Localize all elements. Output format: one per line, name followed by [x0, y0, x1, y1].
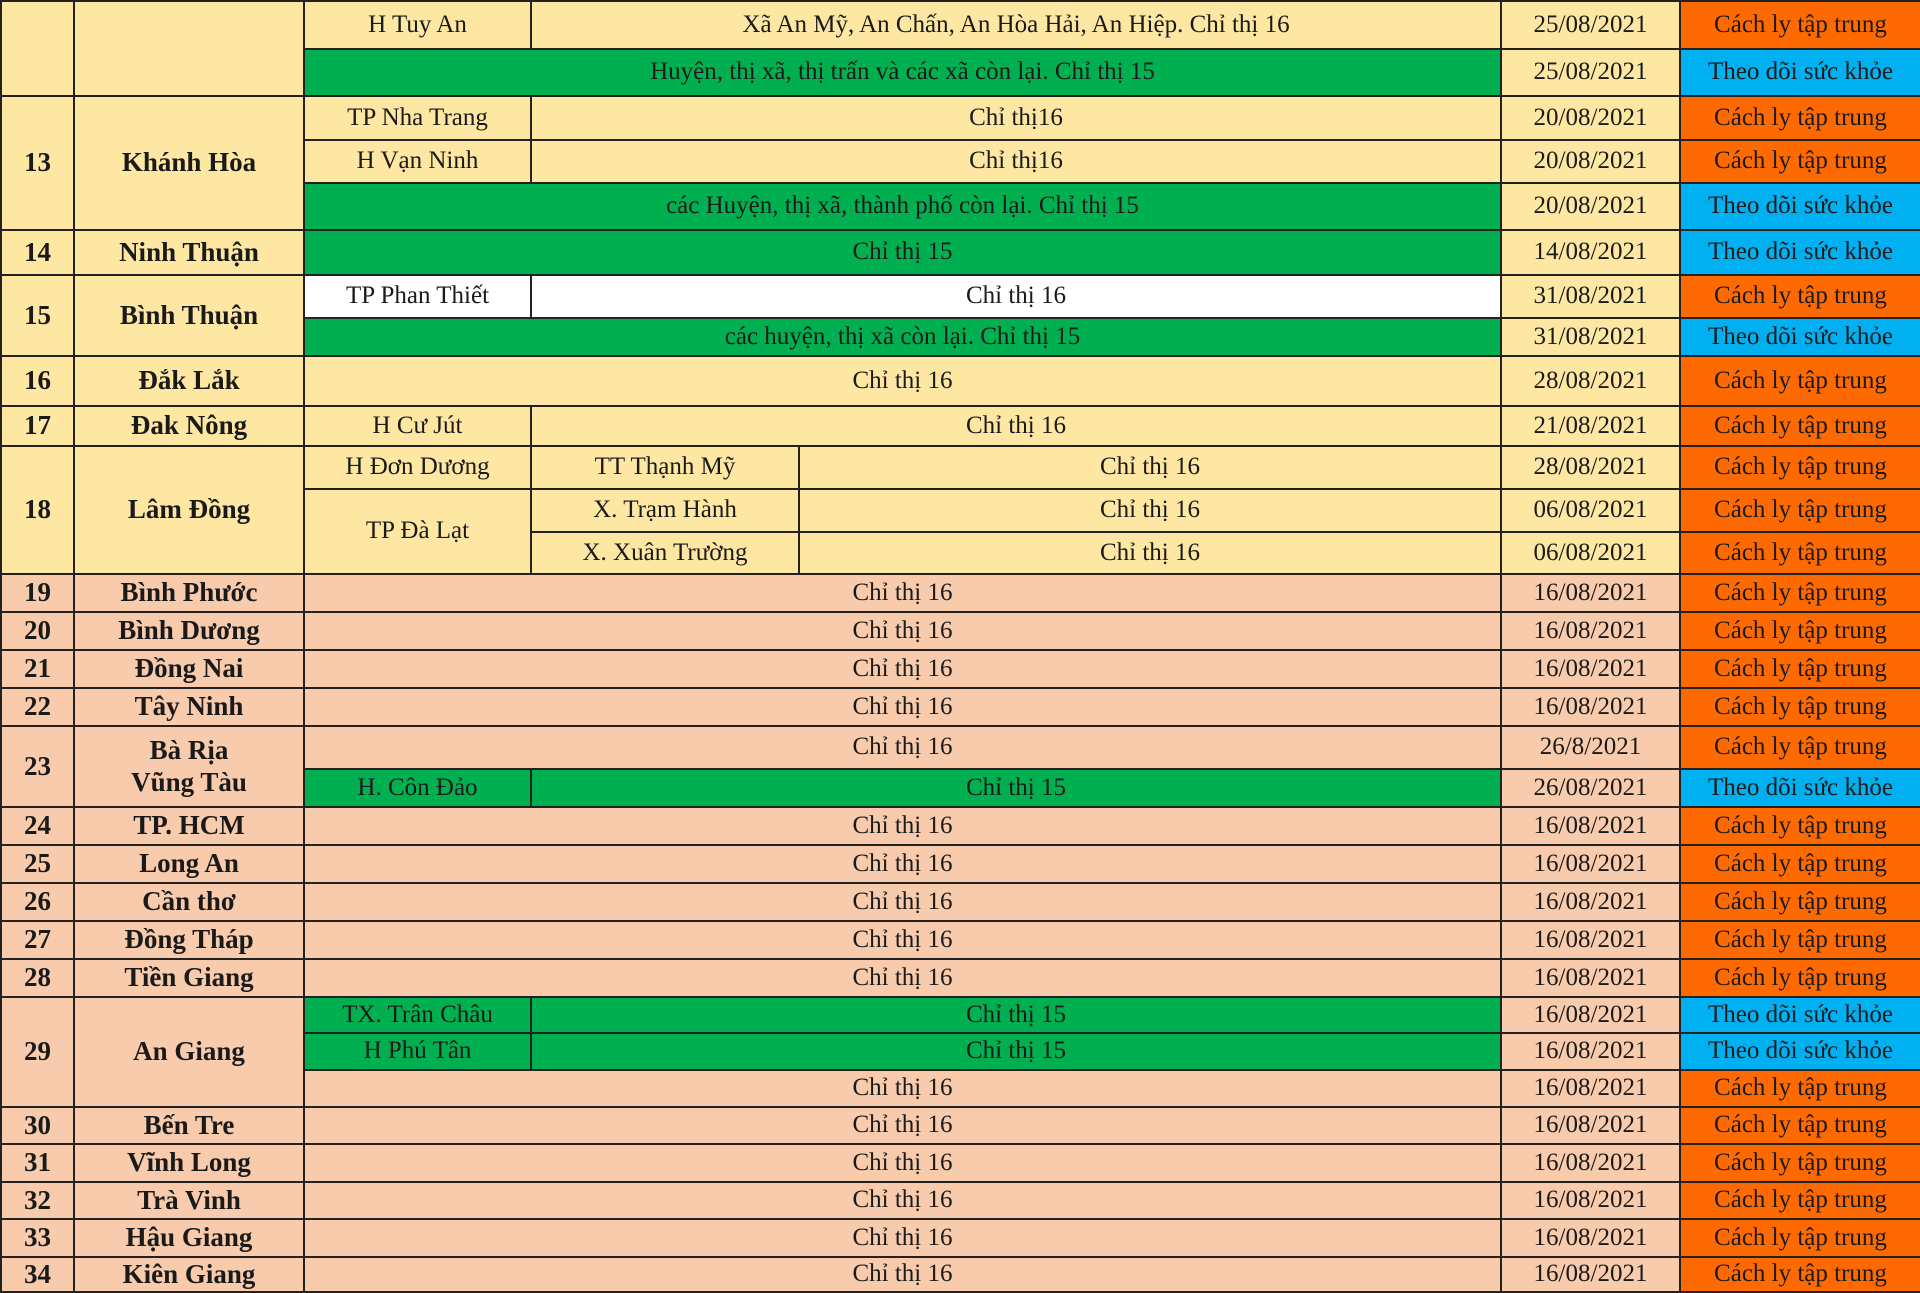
table-cell: Chỉ thị 16 [304, 1144, 1501, 1182]
table-cell: Chỉ thị 15 [531, 1033, 1501, 1070]
table-cell: TP Phan Thiết [304, 275, 531, 318]
province-cell: Đồng Nai [74, 650, 304, 688]
row-number-cell: 25 [1, 845, 74, 883]
province-cell: Bình Dương [74, 612, 304, 650]
table-row [1, 1182, 1920, 1219]
province-cell: Bà Rịa Vũng Tàu [74, 726, 304, 807]
measure-cell: Cách ly tập trung [1680, 650, 1920, 688]
table-cell: H Tuy An [304, 1, 531, 49]
table-cell: X. Xuân Trường [531, 532, 799, 574]
province-cell: Hậu Giang [74, 1219, 304, 1257]
row-number-cell: 32 [1, 1182, 74, 1219]
measure-cell: Cách ly tập trung [1680, 883, 1920, 921]
table-row [1, 612, 1920, 650]
measure-cell: Cách ly tập trung [1680, 807, 1920, 845]
row-number-cell [1, 1, 74, 96]
date-cell: 16/08/2021 [1501, 959, 1680, 997]
date-cell: 16/08/2021 [1501, 883, 1680, 921]
measure-cell: Cách ly tập trung [1680, 726, 1920, 769]
table-cell: Chỉ thị 16 [304, 726, 1501, 769]
date-cell: 16/08/2021 [1501, 688, 1680, 726]
measure-cell: Cách ly tập trung [1680, 921, 1920, 959]
table-cell: Chỉ thị 16 [304, 1182, 1501, 1219]
table-cell: Chỉ thị 16 [304, 959, 1501, 997]
province-cell: Bình Phước [74, 574, 304, 612]
date-cell: 20/08/2021 [1501, 140, 1680, 183]
date-cell: 06/08/2021 [1501, 532, 1680, 574]
row-number-cell: 30 [1, 1107, 74, 1144]
table-row [1, 574, 1920, 612]
row-number-cell: 17 [1, 406, 74, 446]
province-cell: Đắk Lắk [74, 356, 304, 406]
row-number-cell: 29 [1, 997, 74, 1107]
table-row [1, 688, 1920, 726]
date-cell: 20/08/2021 [1501, 183, 1680, 230]
table-cell: Chỉ thị 16 [799, 446, 1501, 489]
measure-cell: Cách ly tập trung [1680, 1144, 1920, 1182]
measure-cell: Theo dõi sức khỏe [1680, 318, 1920, 356]
province-cell: An Giang [74, 997, 304, 1107]
date-cell: 16/08/2021 [1501, 1219, 1680, 1257]
date-cell: 25/08/2021 [1501, 1, 1680, 49]
province-cell: Bình Thuận [74, 275, 304, 356]
table-row [1, 1257, 1920, 1292]
row-number-cell: 21 [1, 650, 74, 688]
date-cell: 16/08/2021 [1501, 650, 1680, 688]
date-cell: 16/08/2021 [1501, 612, 1680, 650]
measure-cell: Cách ly tập trung [1680, 96, 1920, 140]
measure-cell: Cách ly tập trung [1680, 688, 1920, 726]
table-row [1, 406, 1920, 446]
date-cell: 25/08/2021 [1501, 49, 1680, 96]
table-row [1, 1, 1920, 49]
table-cell: TT Thạnh Mỹ [531, 446, 799, 489]
table-row [1, 650, 1920, 688]
measure-cell: Cách ly tập trung [1680, 1070, 1920, 1107]
table-row [1, 230, 1920, 275]
date-cell: 16/08/2021 [1501, 845, 1680, 883]
table-cell: Chỉ thị 16 [304, 1257, 1501, 1292]
table-row [1, 446, 1920, 489]
table-row [1, 356, 1920, 406]
table-row [1, 921, 1920, 959]
measure-cell: Cách ly tập trung [1680, 406, 1920, 446]
date-cell: 26/8/2021 [1501, 726, 1680, 769]
measure-cell: Cách ly tập trung [1680, 959, 1920, 997]
table-cell: Chỉ thị 16 [304, 1107, 1501, 1144]
date-cell: 31/08/2021 [1501, 275, 1680, 318]
table-cell: các Huyện, thị xã, thành phố còn lại. Chỉ thị 15 [304, 183, 1501, 230]
table-cell: Chỉ thị 16 [304, 612, 1501, 650]
province-cell: Ninh Thuận [74, 230, 304, 275]
table-row [1, 883, 1920, 921]
table-cell: TX. Trân Châu [304, 997, 531, 1033]
table-cell: H Đơn Dương [304, 446, 531, 489]
table-row [1, 845, 1920, 883]
province-cell [74, 1, 304, 96]
table-cell: Chỉ thị16 [531, 96, 1501, 140]
measure-cell: Cách ly tập trung [1680, 1182, 1920, 1219]
table-cell: Chỉ thị 15 [531, 997, 1501, 1033]
table-row [1, 1219, 1920, 1257]
date-cell: 16/08/2021 [1501, 574, 1680, 612]
table-cell: X. Trạm Hành [531, 489, 799, 532]
date-cell: 16/08/2021 [1501, 997, 1680, 1033]
province-cell: Tiền Giang [74, 959, 304, 997]
row-number-cell: 33 [1, 1219, 74, 1257]
row-number-cell: 20 [1, 612, 74, 650]
province-cell: Long An [74, 845, 304, 883]
measure-cell: Cách ly tập trung [1680, 446, 1920, 489]
table-cell: Xã An Mỹ, An Chấn, An Hòa Hải, An Hiệp. Chỉ thị 16 [531, 1, 1501, 49]
table-cell: Chỉ thị 16 [304, 688, 1501, 726]
province-cell: Đồng Tháp [74, 921, 304, 959]
row-number-cell: 15 [1, 275, 74, 356]
province-cell: Trà Vinh [74, 1182, 304, 1219]
province-cell: Đak Nông [74, 406, 304, 446]
measure-cell: Cách ly tập trung [1680, 574, 1920, 612]
table-cell: Chỉ thị 16 [304, 1219, 1501, 1257]
row-number-cell: 14 [1, 230, 74, 275]
measure-cell: Cách ly tập trung [1680, 845, 1920, 883]
measure-cell: Theo dõi sức khỏe [1680, 49, 1920, 96]
table-cell: Chỉ thị 16 [799, 532, 1501, 574]
row-number-cell: 13 [1, 96, 74, 230]
measure-cell: Theo dõi sức khỏe [1680, 997, 1920, 1033]
measure-cell: Cách ly tập trung [1680, 356, 1920, 406]
row-number-cell: 22 [1, 688, 74, 726]
measure-cell: Cách ly tập trung [1680, 1257, 1920, 1292]
row-number-cell: 16 [1, 356, 74, 406]
row-number-cell: 23 [1, 726, 74, 807]
table-row [1, 1107, 1920, 1144]
table-cell: Huyện, thị xã, thị trấn và các xã còn lại. Chỉ thị 15 [304, 49, 1501, 96]
province-cell: TP. HCM [74, 807, 304, 845]
measure-cell: Theo dõi sức khỏe [1680, 1033, 1920, 1070]
table-cell: H. Côn Đảo [304, 769, 531, 807]
date-cell: 16/08/2021 [1501, 1144, 1680, 1182]
row-number-cell: 26 [1, 883, 74, 921]
province-cell: Lâm Đồng [74, 446, 304, 574]
table-cell: Chỉ thị 16 [531, 406, 1501, 446]
date-cell: 16/08/2021 [1501, 1257, 1680, 1292]
table-cell: TP Đà Lạt [304, 489, 531, 574]
table-cell: các huyện, thị xã còn lại. Chỉ thị 15 [304, 318, 1501, 356]
measure-cell: Theo dõi sức khỏe [1680, 769, 1920, 807]
measure-cell: Cách ly tập trung [1680, 1107, 1920, 1144]
date-cell: 16/08/2021 [1501, 807, 1680, 845]
province-cell: Cần thơ [74, 883, 304, 921]
measure-cell: Cách ly tập trung [1680, 140, 1920, 183]
measure-cell: Cách ly tập trung [1680, 489, 1920, 532]
table-cell: Chỉ thị 16 [304, 574, 1501, 612]
table-row [1, 807, 1920, 845]
table-row [1, 997, 1920, 1033]
table-row [1, 1144, 1920, 1182]
table-cell: TP Nha Trang [304, 96, 531, 140]
row-number-cell: 24 [1, 807, 74, 845]
date-cell: 26/08/2021 [1501, 769, 1680, 807]
date-cell: 06/08/2021 [1501, 489, 1680, 532]
date-cell: 16/08/2021 [1501, 1070, 1680, 1107]
row-number-cell: 28 [1, 959, 74, 997]
measure-cell: Cách ly tập trung [1680, 532, 1920, 574]
table-cell: Chỉ thị 16 [531, 275, 1501, 318]
measure-cell: Cách ly tập trung [1680, 612, 1920, 650]
date-cell: 16/08/2021 [1501, 1033, 1680, 1070]
row-number-cell: 18 [1, 446, 74, 574]
province-cell: Kiên Giang [74, 1257, 304, 1292]
date-cell: 28/08/2021 [1501, 446, 1680, 489]
measure-cell: Cách ly tập trung [1680, 1, 1920, 49]
measure-cell: Cách ly tập trung [1680, 275, 1920, 318]
date-cell: 14/08/2021 [1501, 230, 1680, 275]
row-number-cell: 31 [1, 1144, 74, 1182]
date-cell: 31/08/2021 [1501, 318, 1680, 356]
date-cell: 16/08/2021 [1501, 1182, 1680, 1219]
table-body [1, 1, 1920, 1292]
date-cell: 20/08/2021 [1501, 96, 1680, 140]
table-cell: H Phú Tân [304, 1033, 531, 1070]
table-cell: Chỉ thị 16 [799, 489, 1501, 532]
table-row [1, 275, 1920, 318]
province-cell: Vĩnh Long [74, 1144, 304, 1182]
province-cell: Tây Ninh [74, 688, 304, 726]
row-number-cell: 19 [1, 574, 74, 612]
province-cell: Bến Tre [74, 1107, 304, 1144]
date-cell: 16/08/2021 [1501, 1107, 1680, 1144]
table-cell: H Cư Jút [304, 406, 531, 446]
date-cell: 21/08/2021 [1501, 406, 1680, 446]
table-cell: Chỉ thị 15 [531, 769, 1501, 807]
table-cell: Chỉ thị 16 [304, 883, 1501, 921]
table-row [1, 96, 1920, 140]
table-cell: H Vạn Ninh [304, 140, 531, 183]
table-cell: Chỉ thị 16 [304, 921, 1501, 959]
table-cell: Chỉ thị 16 [304, 1070, 1501, 1107]
date-cell: 28/08/2021 [1501, 356, 1680, 406]
table-cell: Chỉ thị 15 [304, 230, 1501, 275]
province-cell: Khánh Hòa [74, 96, 304, 230]
table-cell: Chỉ thị 16 [304, 807, 1501, 845]
row-number-cell: 27 [1, 921, 74, 959]
measure-cell: Theo dõi sức khỏe [1680, 230, 1920, 275]
row-number-cell: 34 [1, 1257, 74, 1292]
table-cell: Chỉ thị 16 [304, 356, 1501, 406]
date-cell: 16/08/2021 [1501, 921, 1680, 959]
table-cell: Chỉ thị 16 [304, 650, 1501, 688]
table-cell: Chỉ thị 16 [304, 845, 1501, 883]
measure-cell: Cách ly tập trung [1680, 1219, 1920, 1257]
table-row [1, 959, 1920, 997]
table-row [1, 726, 1920, 769]
measure-cell: Theo dõi sức khỏe [1680, 183, 1920, 230]
table-cell: Chỉ thị16 [531, 140, 1501, 183]
